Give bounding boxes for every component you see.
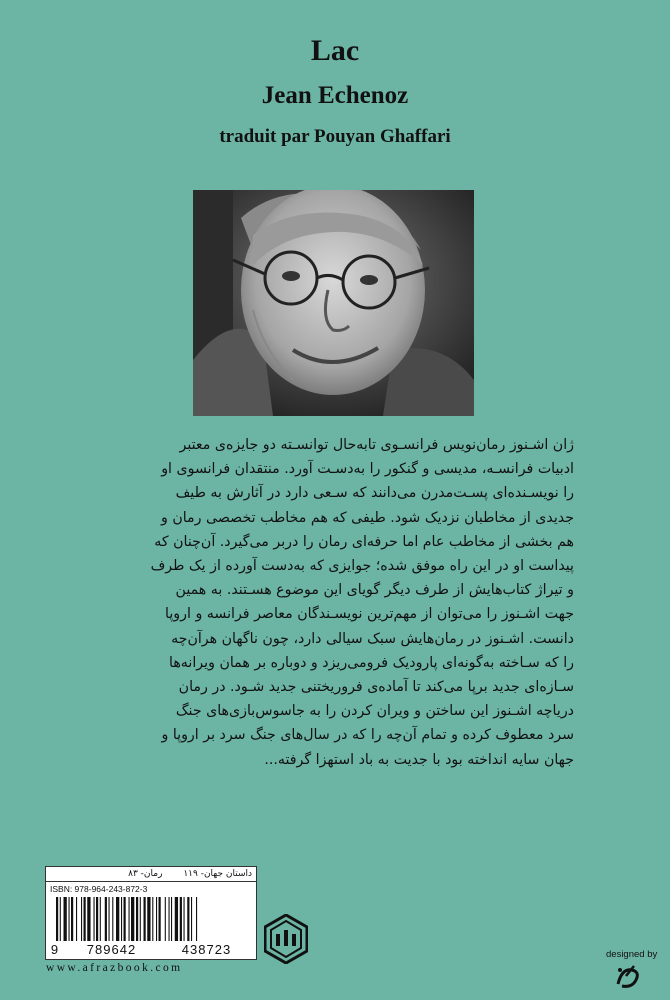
- barcode-right-digits: 438723: [181, 942, 232, 957]
- description-line: را که سـاخته به‌گونه‌ای پارودیک فرومی‌ریزد و دوباره بر همان ویرانه‌ها: [169, 654, 574, 671]
- book-description: [96, 433, 574, 772]
- description-line: دریاچه اشـنوز این ساختن و ویران کردن را به جاسوس‌بازی‌های جنگ: [175, 703, 574, 720]
- description-line: دانست. اشـنوز در رمان‌هایش سبک سیالی دارد، چون ناگهان هرآن‌چه: [171, 630, 574, 647]
- description-line: و تیراژ کتاب‌هایش از طرف دیگر گویای این موضوع هسـتند. به همین: [175, 582, 574, 599]
- description-line: جهان سایه انداخته بود با جدیت به باد استهزا گرفته...: [264, 751, 574, 768]
- description-line: جدیدی از مخاطبان نزدیک شود. طیفی که هم مخاطب تخصصی رمان و: [160, 509, 574, 526]
- description-line: ادبیات فرانسـه، مدیسی و گنکور را به‌دسـت آورد. منتقدان فرانسوی او: [161, 461, 574, 478]
- collection-number: داستان جهان- ۱۱۹: [183, 869, 252, 879]
- series-info: [46, 867, 256, 882]
- book-title: Lac: [310, 34, 360, 67]
- designed-by-label: designed by: [606, 949, 658, 960]
- publisher-logo-icon: [264, 914, 308, 964]
- barcode-box: [45, 866, 257, 960]
- author-name: Jean Echenoz: [261, 82, 409, 109]
- designer-logo-icon: [612, 962, 644, 992]
- description-line: را نویسـنده‌ای پسـت‌مدرن می‌دانند که سـعی دارد در آثارش به طیف: [175, 485, 574, 502]
- description-line: سرد معطوف کرده و تمام آن‌چه را که در سال‌های جنگ سرد بر اروپا و: [161, 727, 574, 744]
- publisher-website: www.afrazbook.com: [46, 962, 183, 974]
- barcode-first-digit: 9: [50, 942, 60, 957]
- description-line: سـازه‌ای جدید برپا می‌کند تا آماده‌ی فروریختنی جدید شـود. در رمان: [178, 679, 574, 696]
- novel-number: رمان- ۸۳: [128, 869, 163, 879]
- description-line: جهت اشـنوز را می‌توان از مهم‌ترین نویسـندگان معاصر فرانسه و اروپا: [165, 606, 574, 623]
- description-line: ژان اشـنوز رمان‌نویس فرانسـوی تابه‌حال توانسـته دو جایزه‌ی معتبر: [179, 437, 574, 453]
- translator-line: traduit par Pouyan Ghaffari: [219, 126, 451, 147]
- description-line: پیداست او در این راه موفق شده؛ جوایزی که به‌دست آورده از یک طرف: [150, 558, 574, 575]
- barcode-left-digits: 789642: [86, 942, 137, 957]
- barcode-number: [46, 942, 256, 957]
- description-line: هم بخشی از مخاطب عام اما حرفه‌ای رمان را دربر می‌گیرد. آن‌چنان که: [154, 533, 574, 550]
- author-photo: [193, 190, 474, 416]
- isbn-text: ISBN: 978-964-243-872-3: [50, 884, 148, 894]
- barcode: [50, 897, 252, 941]
